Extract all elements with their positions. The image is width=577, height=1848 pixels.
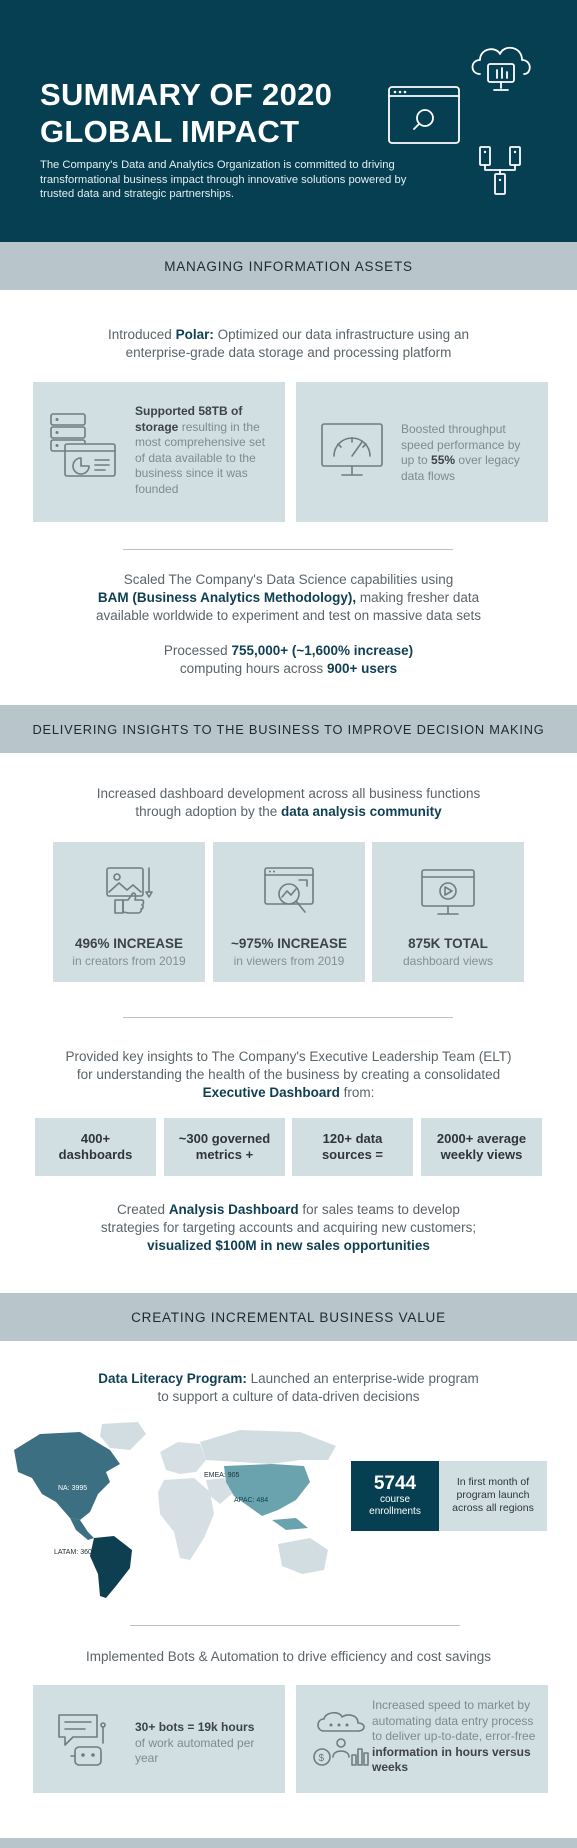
analytics-magnifier-icon: [263, 866, 319, 918]
speed-to-market-card: $ Increased speed to market by automating data entry process to deliver up-to-date, error-free information in hours versus weeks: [296, 1685, 548, 1793]
cloud-finance-icon: [312, 1711, 370, 1769]
speedometer-monitor-icon: [320, 422, 384, 480]
stat-card-creators: 496% INCREASE in creators from 2019: [53, 842, 205, 982]
map-region-greenland: [100, 1422, 146, 1450]
map-region-emea-europe: [160, 1442, 206, 1474]
page-title: SUMMARY OF 2020 GLOBAL IMPACT: [40, 77, 333, 149]
browser-search-icon: [388, 86, 462, 146]
map-region-emea-africa: [158, 1478, 214, 1560]
stat-card-views: 875K TOTAL dashboard views: [372, 842, 524, 982]
dashboard-development-statement: Increased dashboard development across all business functions through adoption by the data analysis community: [96, 786, 481, 819]
map-region-apac-islands: [272, 1518, 308, 1530]
bam-statement: Scaled The Company's Data Science capabilities using BAM (Business Analytics Methodology), making fresher data available worldwide to experiment and test on massive data sets: [96, 572, 481, 623]
speed-card: Boosted throughput speed performance by up to 55% over legacy data flows: [296, 382, 548, 522]
hero-description: The Company's Data and Analytics Organization is committed to driving transformational business impact through innovative solutions powered by trusted data and strategic partnerships.: [40, 159, 407, 200]
analysis-dashboard-statement: Created Analysis Dashboard for sales teams to develop strategies for targeting accounts and acquiring new customers; visualized $100M in new sales opportunities: [100, 1202, 477, 1253]
divider: [130, 1625, 460, 1626]
map-region-north-asia: [200, 1430, 336, 1464]
storage-card: Supported 58TB of storage resulting in the most comprehensive set of data available to the business since it was founded: [33, 382, 285, 522]
elt-statement: Provided key insights to The Company's Executive Leadership Team (ELT) for understanding the health of the business by creating a consolidated Executive Dashboard from:: [65, 1049, 512, 1100]
divider: [123, 1017, 453, 1018]
tile-dashboards: 400+ dashboards: [35, 1118, 156, 1176]
section-header-information-assets: MANAGING INFORMATION ASSETS: [0, 242, 577, 290]
map-label-apac: APAC: 484: [234, 1497, 269, 1504]
footer-band: [0, 1838, 577, 1848]
map-label-na: NA: 3995: [58, 1485, 88, 1492]
stat-card-viewers: ~975% INCREASE in viewers from 2019: [213, 842, 365, 982]
monitor-play-icon: [420, 868, 476, 918]
launch-note: In first month of program launch across all regions: [439, 1461, 547, 1531]
processed-statement: Processed 755,000+ (~1,600% increase) computing hours across 900+ users: [163, 643, 414, 676]
world-map: [10, 1420, 340, 1600]
hero-banner: [0, 0, 577, 242]
data-literacy-statement: Data Literacy Program: Launched an enterprise-wide program to support a culture of data-driven decisions: [98, 1371, 479, 1404]
polar-statement: Introduced Polar: Optimized our data infrastructure using an enterprise-grade data storage and processing platform: [108, 327, 469, 360]
divider: [123, 549, 453, 550]
map-region-latam: [90, 1536, 132, 1598]
section-header-delivering-insights: DELIVERING INSIGHTS TO THE BUSINESS TO IMPROVE DECISION MAKING: [0, 705, 577, 753]
map-region-central-america: [70, 1518, 94, 1540]
map-label-latam: LATAM: 360: [54, 1549, 92, 1556]
map-region-na: [14, 1432, 120, 1520]
bot-chat-icon: [57, 1713, 113, 1767]
enrollments-badge: 5744 course enrollments: [351, 1461, 439, 1531]
server-dashboard-icon: [49, 412, 119, 482]
creator-like-icon: [105, 866, 157, 916]
tile-governed-metrics: ~300 governed metrics +: [164, 1118, 285, 1176]
tile-weekly-views: 2000+ average weekly views: [421, 1118, 542, 1176]
svg-text:$: $: [318, 1753, 325, 1764]
section-header-business-value: CREATING INCREMENTAL BUSINESS VALUE: [0, 1293, 577, 1341]
data-transfer-icon: [478, 146, 522, 196]
bots-card: 30+ bots = 19k hours of work automated per year: [33, 1685, 285, 1793]
map-label-emea: EMEA: 905: [204, 1472, 240, 1479]
cloud-computer-icon: [466, 40, 538, 102]
map-region-australia: [278, 1538, 328, 1574]
bots-intro: Implemented Bots & Automation to drive efficiency and cost savings: [86, 1649, 491, 1664]
tile-data-sources: 120+ data sources =: [292, 1118, 413, 1176]
